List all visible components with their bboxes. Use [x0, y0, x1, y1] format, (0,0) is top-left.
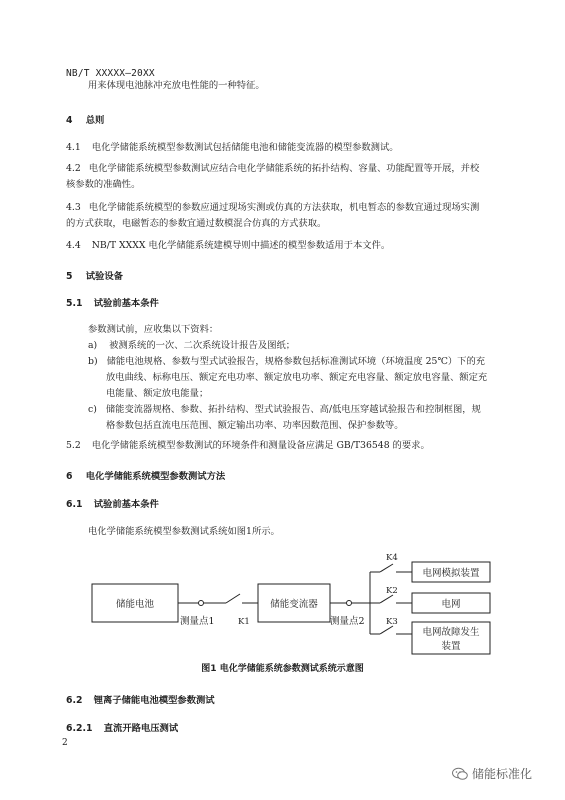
subsection-6-2-1-heading	[66, 720, 178, 734]
intro-line: 用来体现电池脉冲充放电性能的一种特征。	[88, 80, 265, 91]
clause-4-2	[66, 161, 506, 193]
switch-k3	[380, 626, 393, 634]
converter-label: 储能变流器	[270, 599, 318, 610]
list-label: c)	[88, 404, 97, 415]
wechat-icon	[452, 767, 468, 781]
clause-number: 4.1	[66, 142, 81, 153]
k3-label: K3	[386, 617, 398, 627]
test-system-diagram	[60, 548, 500, 658]
subsection-6-2-heading	[66, 692, 215, 706]
subsection-5-1-heading	[66, 295, 159, 309]
measure-point-1-label: 测量点1	[180, 616, 215, 627]
subsection-title: 直流开路电压测试	[103, 723, 179, 734]
battery-label: 储能电池	[115, 599, 155, 610]
list-intro: 参数测试前，应收集以下资料：	[88, 324, 219, 335]
figure-caption: 图1 电化学储能系统参数测试系统示意图	[201, 664, 364, 674]
clause-number: 4.3	[66, 202, 81, 213]
clause-text: 电化学储能系统模型的参数应通过现场实测或仿真的方法获取，机电暂态的参数宜通过现场实测	[88, 202, 480, 213]
list-text-cont: 放电曲线、标称电压、额定充电功率、额定放电功率、额定充电容量、额定放电容量、额定充	[106, 372, 488, 383]
clause-4-3	[66, 200, 506, 232]
section-number: 6	[66, 471, 73, 482]
subsection-number: 5.1	[66, 298, 83, 309]
watermark	[452, 765, 532, 782]
section-6-heading	[66, 468, 225, 482]
section-4-heading	[66, 112, 104, 126]
k2-label: K2	[386, 586, 398, 596]
list-text: 被测系统的一次、二次系统设计报告及图纸；	[109, 340, 296, 351]
switch-k4	[380, 564, 393, 572]
doc-header: NB/T XXXXX—20XX	[66, 68, 155, 79]
clause-4-4	[66, 238, 506, 254]
section-number: 5	[66, 271, 73, 282]
clause-text-cont: 核参数的准确性。	[66, 179, 141, 190]
clause-text: 电化学储能系统模型参数测试应结合电化学储能系统的拓扑结构、容量、功能配置等开展，并校	[88, 163, 480, 174]
section-title: 试验设备	[85, 271, 123, 282]
subsection-6-1-heading	[66, 496, 159, 510]
clause-text: 电化学储能系统模型参数测试包括储能电池和储能变流器的模型参数测试。	[91, 142, 399, 153]
subsection-number: 6.2.1	[66, 723, 93, 734]
grid-fault-label-line1: 电网故障发生	[422, 627, 480, 638]
section-title: 总则	[85, 115, 105, 126]
clause-number: 4.2	[66, 163, 81, 174]
list-text: 储能变流器规格、参数、拓扑结构、型式试验报告、高/低电压穿越试验报告和控制框图，规	[105, 404, 481, 415]
list-text-cont: 格参数包括直流电压范围、额定输出功率、功率因数范围、保护参数等。	[106, 420, 404, 431]
section-title: 电化学储能系统模型参数测试方法	[85, 471, 226, 482]
figure-reference-text: 电化学储能系统模型参数测试系统如图1所示。	[88, 526, 280, 537]
list-item-b	[88, 354, 518, 402]
clause-text-cont: 的方式获取，电磁暂态的参数宜通过数模混合仿真的方式获取。	[66, 218, 327, 229]
k4-label: K4	[386, 553, 398, 563]
measure-point-1-dot	[199, 601, 204, 606]
switch-k2	[380, 595, 393, 603]
subsection-number: 6.2	[66, 695, 83, 706]
clause-text: NB/T XXXX 电化学储能系统建模导则中描述的模型参数适用于本文件。	[91, 240, 391, 251]
grid-fault-label-line2: 装置	[441, 641, 461, 652]
clause-4-1	[66, 140, 506, 156]
watermark-text: 储能标准化	[472, 767, 533, 781]
list-text: 储能电池规格、参数与型式试验报告，规格参数包括标准测试环境（环境温度 25℃）下的充	[106, 356, 486, 367]
measure-point-2-dot	[347, 601, 352, 606]
subsection-title: 锂离子储能电池模型参数测试	[93, 695, 215, 706]
measure-point-2-label: 测量点2	[330, 616, 365, 627]
clause-number: 5.2	[66, 440, 81, 451]
list-label: b)	[88, 356, 98, 367]
list-label: a)	[88, 340, 98, 351]
page-number: 2	[62, 738, 68, 748]
subsection-title: 试验前基本条件	[93, 499, 159, 510]
switch-k1	[226, 594, 240, 603]
k1-label: K1	[238, 617, 250, 627]
list-item-c	[88, 402, 518, 434]
grid-label: 电网	[441, 599, 461, 610]
clause-text: 电化学储能系统模型参数测试的环境条件和测量设备应满足 GB/T36548 的要求。	[91, 440, 430, 451]
section-number: 4	[66, 115, 73, 126]
grid-simulator-label: 电网模拟装置	[422, 568, 480, 579]
list-text-cont: 电能量、额定放电能量；	[106, 388, 209, 399]
subsection-title: 试验前基本条件	[93, 298, 159, 309]
subsection-number: 6.1	[66, 499, 83, 510]
clause-5-2	[66, 438, 516, 454]
section-5-heading	[66, 268, 123, 282]
clause-number: 4.4	[66, 240, 81, 251]
list-item-a	[88, 338, 508, 354]
